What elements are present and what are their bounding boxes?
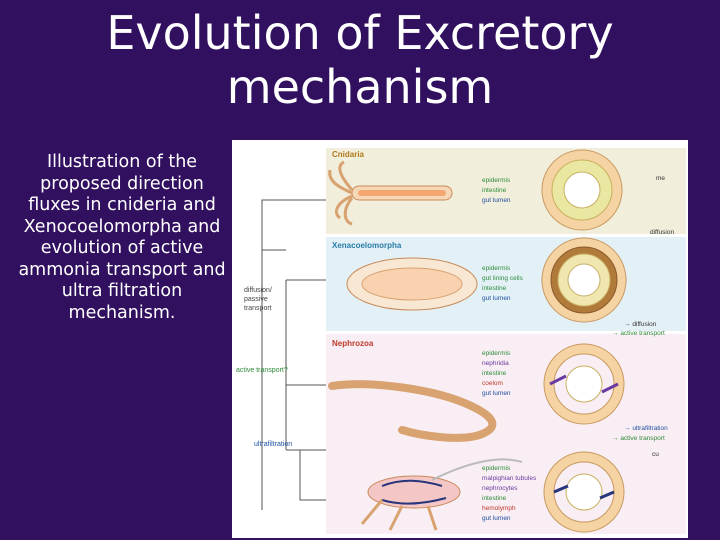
neph-insect-label-6: gut lumen (482, 515, 511, 522)
xeno-cross-section (542, 238, 626, 322)
neph-worm-label-5: gut lumen (482, 390, 511, 397)
title-line-1: Evolution of Excretory (106, 6, 614, 60)
cnidaria-name: Cnidaria (332, 150, 365, 159)
neph-insect-cross-section (544, 452, 624, 532)
xeno-worm-drawing (347, 258, 477, 310)
neph-insect-label-5: hemolymph (482, 505, 516, 512)
xeno-label-1: epidermis (482, 265, 511, 272)
xeno-legend-2: → active transport (612, 330, 665, 337)
xeno-label-2: gut lining cells (482, 275, 523, 282)
cnidaria-label-1: epidermis (482, 177, 511, 184)
slide-caption: Illustration of the proposed direction fluxes in cnideria and Xenocoelomorpha and evolution of active ammonia transport and ultra filtration mechanism. (18, 152, 226, 323)
tree-label-ultra: ultrafiltration (254, 441, 293, 448)
neph-worm-label-1: epidermis (482, 350, 511, 357)
neph-worm-label-3: intestine (482, 370, 507, 377)
tree-label-diffusion-2: passive (244, 296, 268, 303)
slide-title (0, 6, 720, 114)
tree-label-diffusion (244, 287, 274, 312)
neph-legend-2: → active transport (612, 435, 665, 442)
cnidaria-label-3: gut lumen (482, 197, 511, 204)
neph-insect-label-2: malpighian tubules (482, 475, 537, 482)
cnidaria-label-2: intestine (482, 187, 507, 194)
nephrozoa-name: Nephrozoa (332, 339, 374, 348)
neph-worm-label-4: coelom (482, 380, 503, 387)
tree-label-active: active transport? (236, 367, 288, 374)
neph-worm-label-2: nephridia (482, 360, 509, 367)
neph-insect-label-1: epidermis (482, 465, 511, 472)
neph-worm-cross-section (544, 344, 624, 424)
neph-right-label: cu (652, 451, 659, 458)
excretion-figure (232, 140, 688, 538)
xeno-label-3: intestine (482, 285, 507, 292)
cnidaria-right-bottom: diffusion (650, 229, 675, 236)
cnidaria-right-top: me (656, 175, 666, 182)
tree-label-diffusion-3: transport (244, 305, 272, 312)
tree-label-diffusion-1: diffusion/ (244, 287, 272, 294)
neph-insect-label-4: intestine (482, 495, 507, 502)
neph-legend-1: → ultrafiltration (624, 425, 668, 432)
cnidaria-cross-section (542, 150, 622, 230)
xeno-legend-1: → diffusion (624, 321, 657, 328)
phylogeny-tree (262, 200, 326, 510)
neph-insect-label-3: nephrocytes (482, 485, 518, 492)
xeno-name: Xenacoelomorpha (332, 241, 402, 250)
title-line-2: mechanism (226, 60, 494, 114)
xeno-label-4: gut lumen (482, 295, 511, 302)
figure-svg (232, 140, 688, 538)
